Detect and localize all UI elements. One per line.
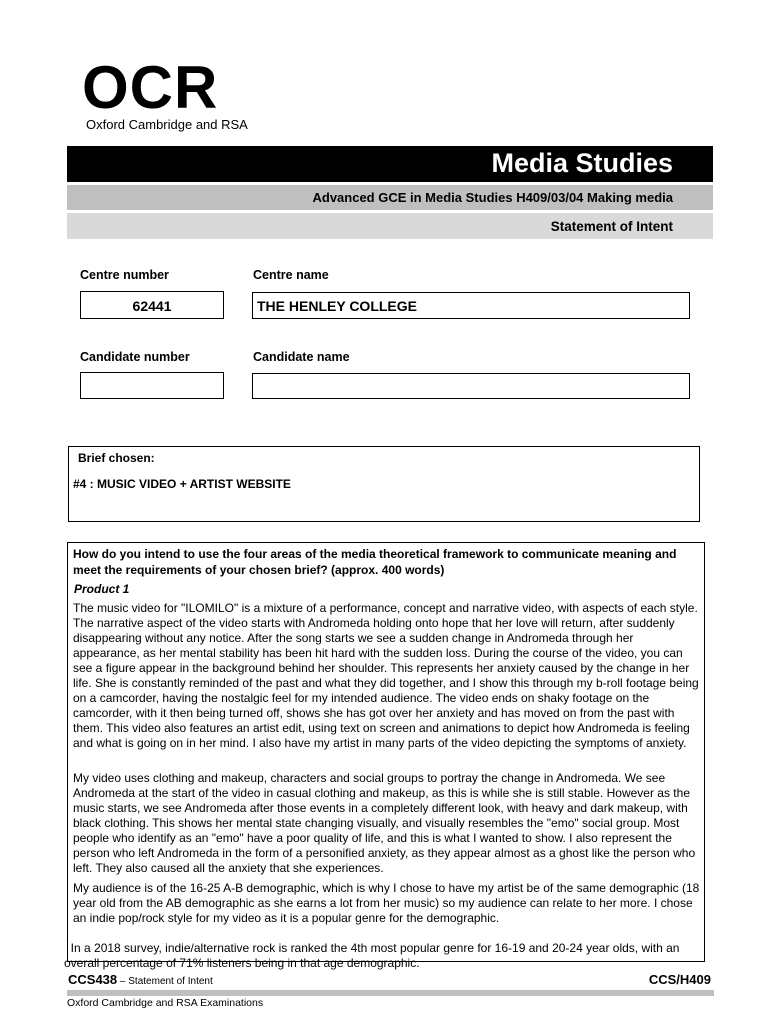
footer-doc-code xyxy=(68,972,213,987)
footer-ref: CCS/H409 xyxy=(648,972,711,987)
centre-number-value: 62441 xyxy=(132,298,172,314)
centre-number-label: Centre number xyxy=(80,268,169,282)
candidate-name-field[interactable] xyxy=(252,373,690,399)
course-band xyxy=(67,185,713,210)
product-heading: Product 1 xyxy=(74,582,130,596)
footer-code-suffix: – Statement of Intent xyxy=(117,976,213,987)
candidate-number-field[interactable] xyxy=(80,372,224,399)
course-title: Advanced GCE in Media Studies H409/03/04 Making media xyxy=(312,190,673,205)
title-band xyxy=(67,146,713,182)
candidate-name-label: Candidate name xyxy=(253,350,350,364)
statement-question: How do you intend to use the four areas of the media theoretical framework to communicate meaning and meet the requirements of your chosen brief? (approx. 400 words) xyxy=(73,547,677,577)
ocr-logo: OCR xyxy=(82,54,219,121)
doc-type-title: Statement of Intent xyxy=(550,219,673,234)
statement-paragraph-1: The music video for "ILOMILO" is a mixture of a performance, concept and narrative video, with aspects of each style. The narrative aspect of the video starts with Andromeda holding onto hope that her love will return, after suddenly disappearing without any notice. After the song starts we see a sudden change in Andromeda through her appearance, as her mental stability has been hit hard with the sudden loss. During the course of the video, you can see a figure appear in the background behind her shoulder. This represents her anxiety caused by the change in her life. She is constantly reminded of the past and what they did together, and I show this through my b-roll footage being on a camcorder, having the nostalgic feel for my intended audience. The video ends on shaky footage on the camcorder, with it then being turned off, shows she has got over her anxiety and has moved on from the past with them. This video also features an artist edit, using text on screen and animations to depict how Andromeda is feeling and what is going on in her mind. I also have my artist in many parts of the video depicting the symptoms of anxiety. xyxy=(73,601,699,750)
brief-label: Brief chosen: xyxy=(78,451,155,465)
logo-subtitle: Oxford Cambridge and RSA xyxy=(86,117,248,132)
footer-org: Oxford Cambridge and RSA Examinations xyxy=(67,997,264,1009)
centre-name-value: THE HENLEY COLLEGE xyxy=(257,298,417,314)
centre-number-field[interactable] xyxy=(80,291,224,319)
footer-divider xyxy=(67,990,714,996)
brief-value: #4 : MUSIC VIDEO + ARTIST WEBSITE xyxy=(73,477,291,491)
footer-code: CCS438 xyxy=(68,972,118,987)
centre-name-field[interactable] xyxy=(252,292,690,319)
page-title: Media Studies xyxy=(491,148,673,178)
centre-name-label: Centre name xyxy=(253,268,329,282)
candidate-number-label: Candidate number xyxy=(80,350,190,364)
statement-paragraph-2: My video uses clothing and makeup, characters and social groups to portray the change in Andromeda. We see Andromeda at the start of the video in casual clothing and makeup, as this is while she is still stable. However as the music starts, we see Andromeda after those events in a completely different look, with heavy and dark makeup, with black clothing. This shows her mental state changing visually, and visually resembles the "emo" social group. Most people who identify as an "emo" have a poor quality of life, and this is what I wanted to show. I also represent the person who left Andromeda in the form of a personified anxiety, as they appear almost as a ghost like the person who left. They also caused all the anxiety that she experiences. xyxy=(73,771,696,875)
doc-type-band xyxy=(67,213,713,239)
statement-paragraph-4: In a 2018 survey, indie/alternative rock is ranked the 4th most popular genre for 16-19 and 20-24 year olds, with an overall percentage of 71% listeners being in that age demographic. xyxy=(64,941,683,970)
statement-paragraph-3: My audience is of the 16-25 A-B demographic, which is why I chose to have my artist be of the same demographic (18 year old from the AB demographic as she earns a lot from her music) so my audience can relate to her more. I chose an indie pop/rock style for my video as it is a popular genre for the demographic. xyxy=(73,881,700,925)
